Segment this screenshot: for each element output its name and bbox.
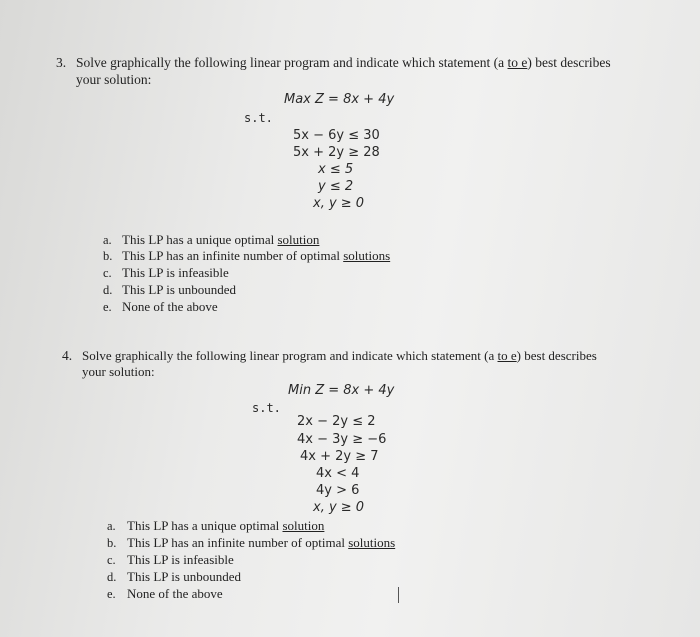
- option-a: This LP has a unique optimal solution: [122, 232, 320, 247]
- option-e: None of the above: [122, 299, 218, 314]
- constraint: 5x − 6y ≤ 30: [293, 128, 380, 143]
- text-cursor: [398, 587, 399, 603]
- question-text-line1: Solve graphically the following linear program and indicate which statement (a to e) best describes: [76, 55, 611, 70]
- option-letter: b.: [103, 249, 113, 263]
- option-e: None of the above: [127, 586, 223, 601]
- option-d: This LP is unbounded: [122, 282, 236, 297]
- option-b: This LP has an infinite number of optimal solutions: [122, 248, 391, 263]
- constraint: 4x + 2y ≥ 7: [300, 449, 379, 464]
- constraint: 4y > 6: [316, 483, 360, 498]
- constraint: y ≤ 2: [318, 179, 354, 194]
- question-text-line2: your solution:: [76, 72, 152, 87]
- constraint: 2x − 2y ≤ 2: [297, 414, 376, 429]
- subject-to-label: s.t.: [252, 401, 281, 415]
- to-e-link[interactable]: to e: [497, 348, 517, 363]
- option-b: This LP has an infinite number of optimal solutions: [127, 535, 396, 550]
- question-text-line2: your solution:: [82, 364, 155, 379]
- option-letter: b.: [107, 536, 117, 550]
- objective-function: Max Z = 8x + 4y: [284, 92, 395, 107]
- option-a: This LP has a unique optimal solution: [127, 518, 325, 533]
- option-letter: e.: [103, 300, 112, 314]
- option-letter: d.: [103, 283, 113, 297]
- option-c: This LP is infeasible: [122, 265, 229, 280]
- objective-function: Min Z = 8x + 4y: [288, 383, 395, 398]
- option-letter: c.: [103, 266, 112, 280]
- subject-to-label: s.t.: [244, 111, 273, 125]
- option-d: This LP is unbounded: [127, 569, 241, 584]
- question-number: 3.: [56, 55, 67, 70]
- to-e-link[interactable]: to e: [507, 55, 528, 70]
- option-c: This LP is infeasible: [127, 552, 234, 567]
- option-letter: e.: [107, 587, 116, 601]
- option-letter: a.: [103, 233, 112, 247]
- constraint: x ≤ 5: [318, 162, 354, 177]
- option-letter: c.: [107, 553, 116, 567]
- constraint: 4x < 4: [316, 466, 360, 481]
- constraint: 4x − 3y ≥ −6: [297, 432, 387, 447]
- constraint: x, y ≥ 0: [313, 500, 365, 515]
- constraint: 5x + 2y ≥ 28: [293, 145, 380, 160]
- option-letter: a.: [107, 519, 116, 533]
- option-letter: d.: [107, 570, 117, 584]
- question-text-line1: Solve graphically the following linear program and indicate which statement (a to e) best describes: [82, 348, 597, 363]
- constraint: x, y ≥ 0: [313, 196, 365, 211]
- question-number: 4.: [62, 348, 73, 363]
